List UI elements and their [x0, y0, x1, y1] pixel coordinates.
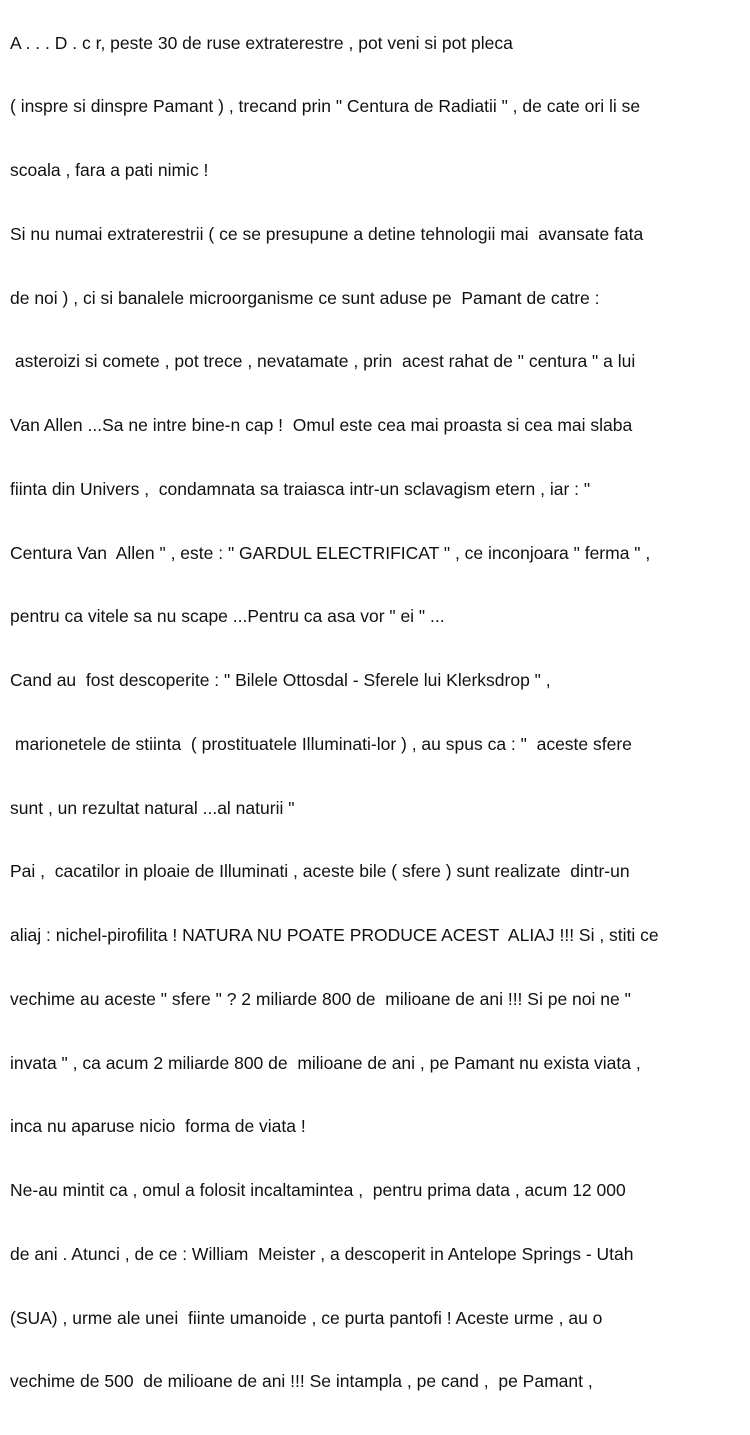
post-line: fiinta din Univers , condamnata sa traiasca intr-un sclavagism etern , iar : ": [10, 478, 591, 499]
post-line: A . . . D . c r, peste 30 de ruse extraterestre , pot veni si pot pleca: [10, 32, 513, 53]
post-line: Centura Van Allen " , este : " GARDUL ELECTRIFICAT " , ce inconjoara " ferma " ,: [10, 542, 651, 563]
post-line: de ani . Atunci , de ce : William Meister , a descoperit in Antelope Springs - Utah: [10, 1243, 634, 1264]
post-line: invata " , ca acum 2 miliarde 800 de milioane de ani , pe Pamant nu exista viata ,: [10, 1052, 641, 1073]
post-line: scoala , fara a pati nimic !: [10, 160, 209, 180]
post-line: Pai , cacatilor in ploaie de Illuminati , aceste bile ( sfere ) sunt realizate dintr-un: [10, 861, 630, 882]
post-line: Van Allen ...Sa ne intre bine-n cap ! Omul este cea mai proasta si cea mai slaba: [10, 415, 633, 435]
post-line: Si nu numai extraterestrii ( ce se presupune a detine tehnologii mai avansate fata: [10, 223, 644, 244]
post-line: pentru ca vitele sa nu scape ...Pentru ca asa vor " ei " ...: [10, 606, 445, 627]
post-line: Cand au fost descoperite : " Bilele Ottosdal - Sferele lui Klerksdrop " ,: [10, 670, 551, 690]
post-line: marionetele de stiinta ( prostituatele Illuminati-lor ) , au spus ca : " aceste sfere: [10, 733, 632, 754]
post-line: sunt , un rezultat natural ...al naturii ": [10, 797, 295, 818]
post-line: Ne-au mintit ca , omul a folosit incaltamintea , pentru prima data , acum 12 000: [10, 1180, 626, 1200]
post-line: inca nu aparuse nicio forma de viata !: [10, 1116, 306, 1137]
post-line: asteroizi si comete , pot trece , nevatamate , prin acest rahat de " centura " a lui: [10, 351, 636, 372]
post-line: vechime au aceste " sfere " ? 2 miliarde 800 de milioane de ani !!! Si pe noi ne ": [10, 988, 631, 1009]
post-line: aliaj : nichel-pirofilita ! NATURA NU POATE PRODUCE ACEST ALIAJ !!! Si , stiti ce: [10, 925, 659, 945]
post-line: ( inspre si dinspre Pamant ) , trecand prin " Centura de Radiatii " , de cate ori li se: [10, 96, 641, 117]
post-text: [10, 0, 746, 1435]
post-line: de noi ) , ci si banalele microorganisme ce sunt aduse pe Pamant de catre :: [10, 287, 600, 308]
post-line: vechime de 500 de milioane de ani !!! Se intampla , pe cand , pe Pamant ,: [10, 1371, 593, 1392]
post-line: (SUA) , urme ale unei fiinte umanoide , ce purta pantofi ! Aceste urme , au o: [10, 1307, 603, 1328]
